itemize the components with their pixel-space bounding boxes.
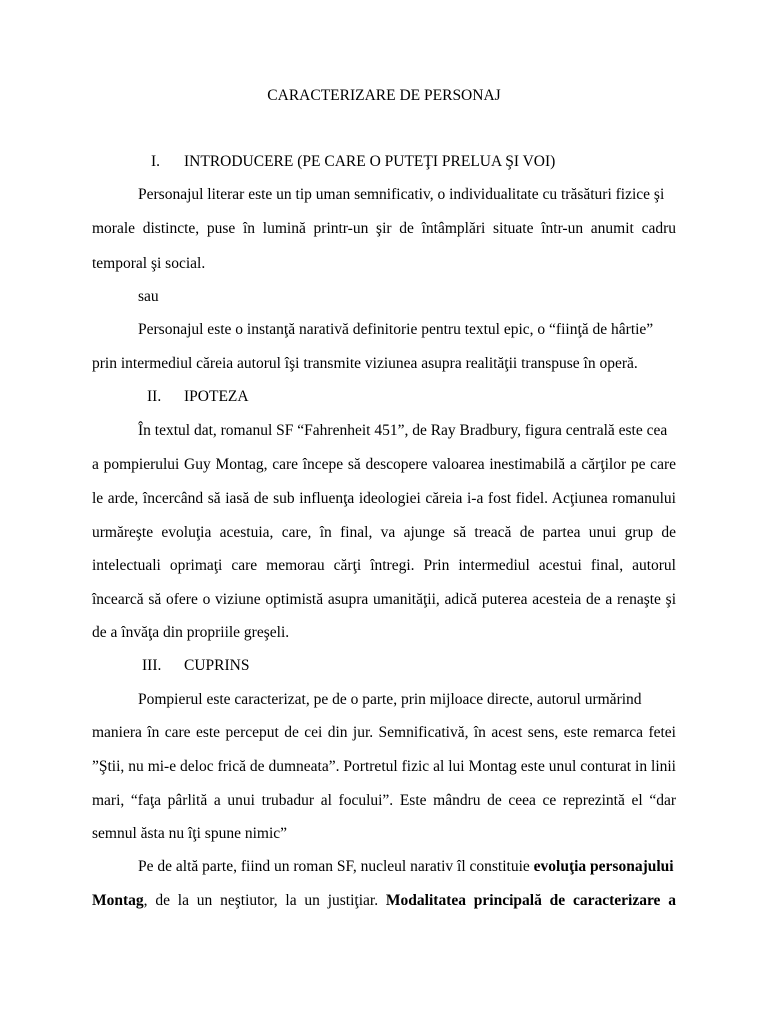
section-number: II. xyxy=(147,388,162,405)
section-title: INTRODUCERE (PE CARE O PUTEŢI PRELUA ŞI VOI) xyxy=(184,153,556,170)
plain-text: Pe de altă parte, fiind un roman SF, nucleul narativ îl constituie xyxy=(138,858,534,875)
paragraph-line xyxy=(92,891,676,911)
section-number: I. xyxy=(151,153,161,170)
paragraph-line: mari, “faţa pârlită a unui trubadur al focului”. Este mândru de ceea ce reprezintă el “dar xyxy=(92,792,676,809)
paragraph-line: încearcă să ofere o viziune optimistă asupra umanităţii, adică puterea acesteia de a renaşte şi xyxy=(92,591,676,608)
section-title: CUPRINS xyxy=(184,657,250,674)
bold-text: Montag xyxy=(92,892,144,909)
paragraph-line: ”Ştii, nu mi-e deloc frică de dumneata”. Portretul fizic al lui Montag este unul conturat in linii xyxy=(92,758,676,775)
paragraph-line: urmăreşte evoluţia acestuia, care, în final, va ajunge să treacă de partea unui grup de xyxy=(92,524,676,541)
paragraph-line: de a învăţa din propriile greşeli. xyxy=(92,624,290,641)
document-title: CARACTERIZARE DE PERSONAJ xyxy=(267,87,501,104)
paragraph-line: Personajul literar este un tip uman semnificativ, o individualitate cu trăsături fizice şi xyxy=(138,186,665,203)
paragraph-line: maniera în care este perceput de cei din jur. Semnificativă, în acest sens, este remarca fetei xyxy=(92,724,676,741)
paragraph-line: sau xyxy=(138,288,159,305)
paragraph-line: prin intermediul căreia autorul îşi transmite viziunea asupra realităţii transpuse în operă. xyxy=(92,355,638,372)
paragraph-line: intelectuali oprimaţi care memorau cărţi întregi. Prin intermediul acestui final, autorul xyxy=(92,557,676,574)
bold-text: Modalitatea principală de caracterizare a xyxy=(385,892,676,909)
paragraph-line: Personajul este o instanţă narativă definitorie pentru textul epic, o “fiinţă de hârtie” xyxy=(138,321,654,338)
paragraph-line: morale distincte, puse în lumină printr-un şir de întâmplări situate într-un anumit cadru xyxy=(92,220,676,237)
section-title: IPOTEZA xyxy=(184,388,249,405)
plain-text: , de la un neştiutor, la un justiţiar. xyxy=(143,892,386,909)
paragraph-line: semnul ăsta nu îţi spune nimic” xyxy=(92,825,288,842)
section-number: III. xyxy=(142,657,162,674)
bold-text: evoluţia personajului xyxy=(533,858,674,875)
paragraph-line: a pompierului Guy Montag, care începe să descopere valoarea inestimabilă a cărţilor pe care xyxy=(92,456,676,473)
paragraph-line: În textul dat, romanul SF “Fahrenheit 451”, de Ray Bradbury, figura centrală este cea xyxy=(138,422,668,439)
paragraph-line xyxy=(138,857,674,877)
paragraph-line: le arde, încercând să iasă de sub influenţa ideologiei căreia i-a fost fidel. Acţiunea romanului xyxy=(92,490,676,507)
paragraph-line: temporal şi social. xyxy=(92,255,206,272)
paragraph-line: Pompierul este caracterizat, pe de o parte, prin mijloace directe, autorul urmărind xyxy=(138,691,642,708)
